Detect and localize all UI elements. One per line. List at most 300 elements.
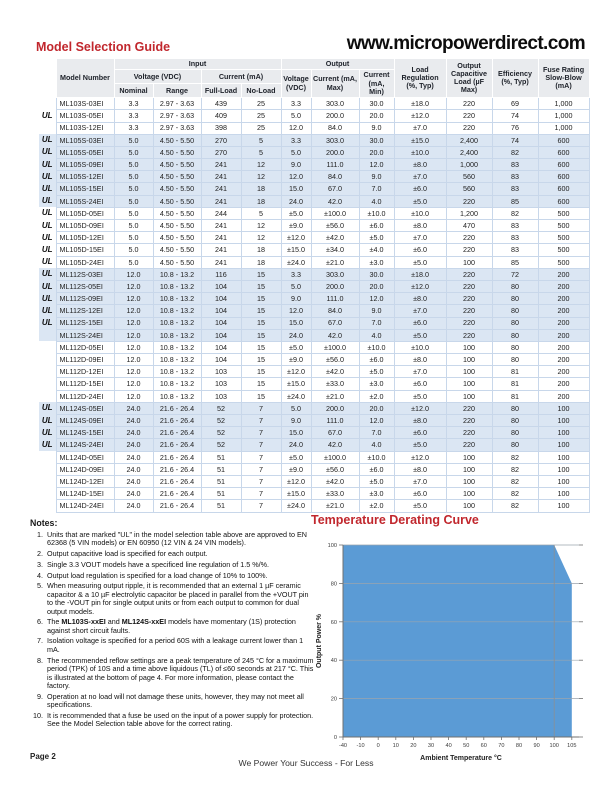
cell-no-load: 18	[241, 244, 281, 256]
table-row	[39, 305, 589, 317]
cell-nominal: 24.0	[114, 451, 153, 463]
x-tick-label: 10	[392, 743, 399, 749]
cell-range: 10.8 - 13.2	[153, 268, 201, 280]
cell-fuse: 600	[538, 195, 589, 207]
cell-out-current-min: ±10.0	[359, 207, 394, 219]
cell-cap-load: 220	[446, 329, 492, 341]
cell-load-regulation: ±8.0	[394, 415, 446, 427]
cell-cap-load: 560	[446, 183, 492, 195]
cell-out-voltage: ±12.0	[281, 232, 311, 244]
x-tick-label: 80	[515, 743, 523, 749]
cell-out-current-min: 20.0	[359, 110, 394, 122]
cell-fuse: 200	[538, 341, 589, 353]
cell-nominal: 12.0	[114, 366, 153, 378]
table-row	[39, 122, 589, 134]
cell-out-current-max: 84.0	[311, 305, 359, 317]
cell-nominal: 3.3	[114, 122, 153, 134]
cell-load-regulation: ±6.0	[394, 183, 446, 195]
cell-no-load: 15	[241, 305, 281, 317]
cell-efficiency: 82	[492, 146, 538, 158]
cell-out-current-min: 7.0	[359, 183, 394, 195]
table-row	[39, 134, 589, 146]
cell-out-current-max: ±56.0	[311, 463, 359, 475]
cell-no-load: 7	[241, 500, 281, 512]
col-header-current-ma: Current (mA)	[201, 70, 281, 84]
cell-out-voltage: ±24.0	[281, 256, 311, 268]
cell-model-number: ML112D-15EI	[56, 378, 114, 390]
cell-model-number: ML105D-05EI	[56, 207, 114, 219]
cell-nominal: 5.0	[114, 159, 153, 171]
cell-out-current-min: 12.0	[359, 159, 394, 171]
ul-mark	[39, 475, 56, 487]
cell-model-number: ML124D-09EI	[56, 463, 114, 475]
cell-fuse: 200	[538, 293, 589, 305]
page-number: Page 2	[30, 752, 56, 761]
footer-slogan: We Power Your Success - For Less	[238, 758, 374, 768]
cell-full-load: 104	[201, 341, 241, 353]
cell-full-load: 104	[201, 329, 241, 341]
notes-title: Notes:	[30, 518, 58, 528]
cell-efficiency: 81	[492, 378, 538, 390]
table-row	[39, 463, 589, 475]
cell-full-load: 241	[201, 244, 241, 256]
cell-out-current-max: 200.0	[311, 146, 359, 158]
cell-no-load: 25	[241, 98, 281, 110]
ul-mark	[39, 390, 56, 402]
x-tick-label: 40	[445, 743, 452, 749]
note-item	[30, 582, 314, 616]
cell-model-number: ML112S-24EI	[56, 329, 114, 341]
col-header-out-voltage: Voltage (VDC)	[281, 70, 311, 98]
cell-out-voltage: 24.0	[281, 439, 311, 451]
table-row	[39, 171, 589, 183]
cell-no-load: 7	[241, 463, 281, 475]
cell-range: 4.50 - 5.50	[153, 195, 201, 207]
cell-cap-load: 220	[446, 415, 492, 427]
table-row	[39, 390, 589, 402]
cell-no-load: 18	[241, 256, 281, 268]
cell-out-current-min: 9.0	[359, 171, 394, 183]
table-row	[39, 500, 589, 512]
cell-cap-load: 1,200	[446, 207, 492, 219]
cell-nominal: 5.0	[114, 134, 153, 146]
cell-nominal: 3.3	[114, 98, 153, 110]
cell-no-load: 12	[241, 232, 281, 244]
cell-cap-load: 1,000	[446, 159, 492, 171]
cell-fuse: 1,000	[538, 122, 589, 134]
cell-cap-load: 220	[446, 402, 492, 414]
cell-range: 2.97 - 3.63	[153, 98, 201, 110]
cell-model-number: ML105S-09EI	[56, 159, 114, 171]
cell-fuse: 100	[538, 415, 589, 427]
cell-no-load: 18	[241, 195, 281, 207]
table-row	[39, 195, 589, 207]
table-row	[39, 366, 589, 378]
cell-nominal: 24.0	[114, 439, 153, 451]
table-row	[39, 220, 589, 232]
col-header-out-current-max: Current (mA, Max)	[311, 70, 359, 98]
ul-mark	[39, 488, 56, 500]
col-header-out-current-min: Current (mA, Min)	[359, 70, 394, 98]
cell-out-voltage: 15.0	[281, 183, 311, 195]
cell-fuse: 600	[538, 146, 589, 158]
cell-fuse: 200	[538, 305, 589, 317]
ul-mark: UL	[39, 134, 56, 146]
cell-out-voltage: 15.0	[281, 317, 311, 329]
cell-load-regulation: ±5.0	[394, 195, 446, 207]
cell-out-current-min: ±10.0	[359, 341, 394, 353]
col-header-load-regulation: Load Regulation (%, Typ)	[394, 59, 446, 98]
cell-fuse: 200	[538, 354, 589, 366]
y-tick-label: 100	[327, 543, 337, 549]
cell-nominal: 12.0	[114, 280, 153, 292]
cell-out-current-max: ±56.0	[311, 354, 359, 366]
cell-fuse: 200	[538, 268, 589, 280]
cell-full-load: 241	[201, 195, 241, 207]
cell-efficiency: 80	[492, 305, 538, 317]
cell-cap-load: 470	[446, 220, 492, 232]
chart-title: Temperature Derating Curve	[311, 513, 479, 527]
cell-range: 2.97 - 3.63	[153, 110, 201, 122]
table-row	[39, 293, 589, 305]
cell-out-current-max: ±21.0	[311, 500, 359, 512]
cell-out-current-min: 9.0	[359, 122, 394, 134]
cell-nominal: 5.0	[114, 220, 153, 232]
cell-cap-load: 220	[446, 244, 492, 256]
cell-full-load: 51	[201, 475, 241, 487]
table-row	[39, 378, 589, 390]
cell-nominal: 24.0	[114, 488, 153, 500]
cell-out-voltage: 12.0	[281, 122, 311, 134]
cell-model-number: ML103S-12EI	[56, 122, 114, 134]
table-row	[39, 280, 589, 292]
cell-cap-load: 100	[446, 475, 492, 487]
cell-efficiency: 80	[492, 402, 538, 414]
cell-out-current-max: 67.0	[311, 183, 359, 195]
cell-model-number: ML105S-05EI	[56, 146, 114, 158]
cell-model-number: ML112S-15EI	[56, 317, 114, 329]
cell-out-voltage: ±15.0	[281, 244, 311, 256]
table-row	[39, 317, 589, 329]
cell-out-voltage: ±24.0	[281, 390, 311, 402]
cell-efficiency: 74	[492, 134, 538, 146]
cell-efficiency: 69	[492, 98, 538, 110]
note-item	[30, 712, 314, 729]
cell-model-number: ML105D-24EI	[56, 256, 114, 268]
cell-nominal: 5.0	[114, 232, 153, 244]
note-text: Single 3.3 VOUT models have a specificed line regulation of 1.5 %/%.	[47, 559, 270, 569]
cell-no-load: 12	[241, 171, 281, 183]
table-row	[39, 232, 589, 244]
page-title: Model Selection Guide	[36, 40, 171, 54]
cell-no-load: 15	[241, 280, 281, 292]
cell-out-current-max: ±34.0	[311, 244, 359, 256]
cell-efficiency: 82	[492, 463, 538, 475]
cell-efficiency: 80	[492, 329, 538, 341]
cell-fuse: 200	[538, 329, 589, 341]
ul-mark	[39, 378, 56, 390]
cell-fuse: 1,000	[538, 98, 589, 110]
cell-full-load: 244	[201, 207, 241, 219]
cell-model-number: ML112D-24EI	[56, 390, 114, 402]
notes-list	[30, 531, 314, 729]
cell-out-current-min: ±5.0	[359, 475, 394, 487]
x-tick-label: 90	[533, 743, 540, 749]
cell-model-number: ML103S-05EI	[56, 110, 114, 122]
cell-cap-load: 100	[446, 451, 492, 463]
note-text: Operation at no load will not damage these units, however, they may not meet all specifications.	[47, 691, 304, 710]
table-row	[39, 110, 589, 122]
cell-out-voltage: 9.0	[281, 159, 311, 171]
ul-mark	[39, 329, 56, 341]
cell-out-current-min: ±10.0	[359, 451, 394, 463]
cell-fuse: 200	[538, 366, 589, 378]
cell-out-current-min: 12.0	[359, 415, 394, 427]
note-item	[30, 637, 314, 654]
cell-fuse: 500	[538, 232, 589, 244]
notes-section	[30, 518, 314, 731]
x-tick-label: 60	[480, 743, 487, 749]
cell-cap-load: 100	[446, 390, 492, 402]
cell-full-load: 409	[201, 110, 241, 122]
cell-out-voltage: 24.0	[281, 195, 311, 207]
ul-mark	[39, 500, 56, 512]
cell-out-voltage: ±9.0	[281, 220, 311, 232]
cell-out-current-min: ±4.0	[359, 244, 394, 256]
col-header-input: Input	[114, 59, 281, 70]
cell-no-load: 15	[241, 378, 281, 390]
cell-out-voltage: 3.3	[281, 134, 311, 146]
cell-model-number: ML112S-12EI	[56, 305, 114, 317]
x-tick-label: 0	[376, 743, 380, 749]
cell-out-current-min: 4.0	[359, 329, 394, 341]
cell-load-regulation: ±7.0	[394, 475, 446, 487]
ul-mark: UL	[39, 427, 56, 439]
note-text: Output capacitive load is specified for each output.	[47, 549, 208, 559]
cell-full-load: 51	[201, 451, 241, 463]
table-row	[39, 159, 589, 171]
note-text: The recommended reflow settings are a peak temperature of 245 °C for a maximum period (TPK) of 10S and a time above liquidous (TL) of ≤60 seconds at 217 °C. This is illustrated at the bottom of page 4. For more information, please contact the factory.	[47, 655, 314, 691]
website-url: www.micropowerdirect.com	[346, 33, 585, 54]
cell-load-regulation: ±18.0	[394, 98, 446, 110]
cell-efficiency: 72	[492, 268, 538, 280]
table-row	[39, 146, 589, 158]
cell-fuse: 100	[538, 402, 589, 414]
cell-range: 4.50 - 5.50	[153, 134, 201, 146]
derating-chart-svg	[313, 532, 585, 770]
x-axis-label: Ambient Temperature °C	[420, 755, 502, 762]
ul-column-header	[39, 59, 56, 98]
cell-out-current-max: 67.0	[311, 317, 359, 329]
cell-fuse: 100	[538, 500, 589, 512]
cell-fuse: 600	[538, 183, 589, 195]
x-tick-label: -10	[356, 743, 365, 749]
cell-load-regulation: ±6.0	[394, 427, 446, 439]
cell-efficiency: 80	[492, 439, 538, 451]
cell-efficiency: 74	[492, 110, 538, 122]
cell-load-regulation: ±12.0	[394, 451, 446, 463]
cell-out-current-max: ±21.0	[311, 390, 359, 402]
cell-fuse: 1,000	[538, 110, 589, 122]
cell-full-load: 52	[201, 402, 241, 414]
note-number: 3.	[37, 559, 43, 569]
cell-out-current-min: 20.0	[359, 146, 394, 158]
cell-range: 21.6 - 26.4	[153, 475, 201, 487]
note-text: Units that are marked "UL" in the model selection table above are approved to EN 62368 (5 VIN models) or EN 60950 (12 VIN & 24 VIN models).	[47, 530, 308, 548]
table-row	[39, 341, 589, 353]
ul-mark	[39, 366, 56, 378]
cell-out-current-max: ±33.0	[311, 488, 359, 500]
cell-load-regulation: ±5.0	[394, 256, 446, 268]
cell-cap-load: 100	[446, 500, 492, 512]
cell-model-number: ML124S-05EI	[56, 402, 114, 414]
cell-out-current-max: ±42.0	[311, 366, 359, 378]
cell-out-current-max: ±42.0	[311, 475, 359, 487]
cell-cap-load: 100	[446, 341, 492, 353]
cell-full-load: 241	[201, 159, 241, 171]
cell-efficiency: 80	[492, 354, 538, 366]
y-tick-label: 20	[330, 696, 337, 703]
cell-efficiency: 80	[492, 317, 538, 329]
cell-full-load: 51	[201, 463, 241, 475]
cell-out-current-max: 42.0	[311, 439, 359, 451]
cell-model-number: ML124S-09EI	[56, 415, 114, 427]
cell-full-load: 103	[201, 366, 241, 378]
ul-mark: UL	[39, 244, 56, 256]
note-text: When measuring output ripple, it is recommended that an external 1 µF ceramic capacitor & a 10 µF electrolytic capacitor be placed in parallel from the +VOUT pin to the -VOUT pin for single output units or from each output to common for dual output models.	[47, 581, 309, 616]
cell-load-regulation: ±12.0	[394, 280, 446, 292]
cell-load-regulation: ±8.0	[394, 220, 446, 232]
cell-nominal: 5.0	[114, 171, 153, 183]
cell-fuse: 500	[538, 220, 589, 232]
cell-no-load: 15	[241, 341, 281, 353]
cell-range: 10.8 - 13.2	[153, 280, 201, 292]
cell-nominal: 12.0	[114, 317, 153, 329]
col-header-voltage-vdc: Voltage (VDC)	[114, 70, 201, 84]
cell-efficiency: 80	[492, 280, 538, 292]
ul-mark: UL	[39, 280, 56, 292]
cell-model-number: ML105D-12EI	[56, 232, 114, 244]
cell-range: 21.6 - 26.4	[153, 488, 201, 500]
table-row	[39, 415, 589, 427]
cell-nominal: 12.0	[114, 390, 153, 402]
cell-out-current-max: ±42.0	[311, 232, 359, 244]
cell-nominal: 12.0	[114, 268, 153, 280]
table-row	[39, 354, 589, 366]
cell-efficiency: 83	[492, 232, 538, 244]
cell-full-load: 241	[201, 183, 241, 195]
cell-out-current-min: ±6.0	[359, 220, 394, 232]
cell-full-load: 104	[201, 354, 241, 366]
cell-no-load: 5	[241, 146, 281, 158]
note-text: It is recommended that a fuse be used on the input of a power supply for protection. See the Model Selection table above for the correct rating.	[47, 710, 314, 729]
cell-out-current-min: 4.0	[359, 195, 394, 207]
y-axis-label: Output Power %	[316, 613, 323, 669]
cell-out-current-max: ±100.0	[311, 341, 359, 353]
cell-no-load: 7	[241, 451, 281, 463]
cell-range: 4.50 - 5.50	[153, 256, 201, 268]
note-item	[30, 657, 314, 691]
ul-mark: UL	[39, 439, 56, 451]
cell-nominal: 24.0	[114, 500, 153, 512]
derating-chart	[313, 532, 585, 770]
cell-out-current-min: ±6.0	[359, 354, 394, 366]
ul-mark	[39, 98, 56, 110]
cell-full-load: 241	[201, 220, 241, 232]
cell-no-load: 5	[241, 207, 281, 219]
cell-range: 21.6 - 26.4	[153, 451, 201, 463]
table-row	[39, 244, 589, 256]
cell-fuse: 500	[538, 244, 589, 256]
cell-out-voltage: ±12.0	[281, 366, 311, 378]
cell-range: 10.8 - 13.2	[153, 378, 201, 390]
cell-out-current-min: ±5.0	[359, 232, 394, 244]
note-text: The ML103S-xxEI and ML124S-xxEI models have momentary (1S) protection against short circuit faults.	[47, 617, 296, 635]
cell-fuse: 600	[538, 171, 589, 183]
cell-out-current-min: ±3.0	[359, 488, 394, 500]
cell-fuse: 100	[538, 488, 589, 500]
cell-out-current-max: 200.0	[311, 280, 359, 292]
cell-full-load: 104	[201, 280, 241, 292]
cell-efficiency: 81	[492, 366, 538, 378]
table-row	[39, 256, 589, 268]
cell-cap-load: 220	[446, 268, 492, 280]
cell-no-load: 18	[241, 183, 281, 195]
cell-cap-load: 220	[446, 305, 492, 317]
cell-nominal: 5.0	[114, 146, 153, 158]
cell-range: 2.97 - 3.63	[153, 122, 201, 134]
cell-out-voltage: 5.0	[281, 146, 311, 158]
cell-full-load: 51	[201, 500, 241, 512]
cell-model-number: ML103S-03EI	[56, 98, 114, 110]
cell-out-voltage: 5.0	[281, 402, 311, 414]
cell-out-voltage: 12.0	[281, 305, 311, 317]
cell-cap-load: 220	[446, 427, 492, 439]
cell-out-voltage: 15.0	[281, 427, 311, 439]
cell-cap-load: 220	[446, 195, 492, 207]
cell-full-load: 104	[201, 305, 241, 317]
cell-out-voltage: ±15.0	[281, 378, 311, 390]
col-header-efficiency: Efficiency (%, Typ)	[492, 59, 538, 98]
x-tick-label: 105	[567, 743, 577, 749]
cell-range: 21.6 - 26.4	[153, 500, 201, 512]
note-text: Isolation voltage is specified for a period 60S with a leakage current lower than 1 mA.	[47, 636, 304, 654]
cell-load-regulation: ±8.0	[394, 354, 446, 366]
note-number: 6.	[37, 617, 43, 627]
ul-mark: UL	[39, 110, 56, 122]
cell-out-current-max: 111.0	[311, 159, 359, 171]
cell-out-voltage: 5.0	[281, 280, 311, 292]
cell-out-voltage: 3.3	[281, 98, 311, 110]
cell-range: 10.8 - 13.2	[153, 341, 201, 353]
cell-efficiency: 83	[492, 244, 538, 256]
table-row	[39, 329, 589, 341]
cell-fuse: 200	[538, 378, 589, 390]
cell-range: 10.8 - 13.2	[153, 305, 201, 317]
cell-out-current-min: 20.0	[359, 402, 394, 414]
cell-fuse: 200	[538, 280, 589, 292]
cell-cap-load: 220	[446, 232, 492, 244]
cell-nominal: 5.0	[114, 195, 153, 207]
note-number: 2.	[37, 549, 43, 559]
note-number: 8.	[37, 655, 43, 665]
cell-nominal: 12.0	[114, 341, 153, 353]
cell-range: 4.50 - 5.50	[153, 183, 201, 195]
x-tick-label: 30	[427, 743, 435, 749]
cell-fuse: 600	[538, 159, 589, 171]
cell-model-number: ML124D-15EI	[56, 488, 114, 500]
cell-no-load: 15	[241, 354, 281, 366]
